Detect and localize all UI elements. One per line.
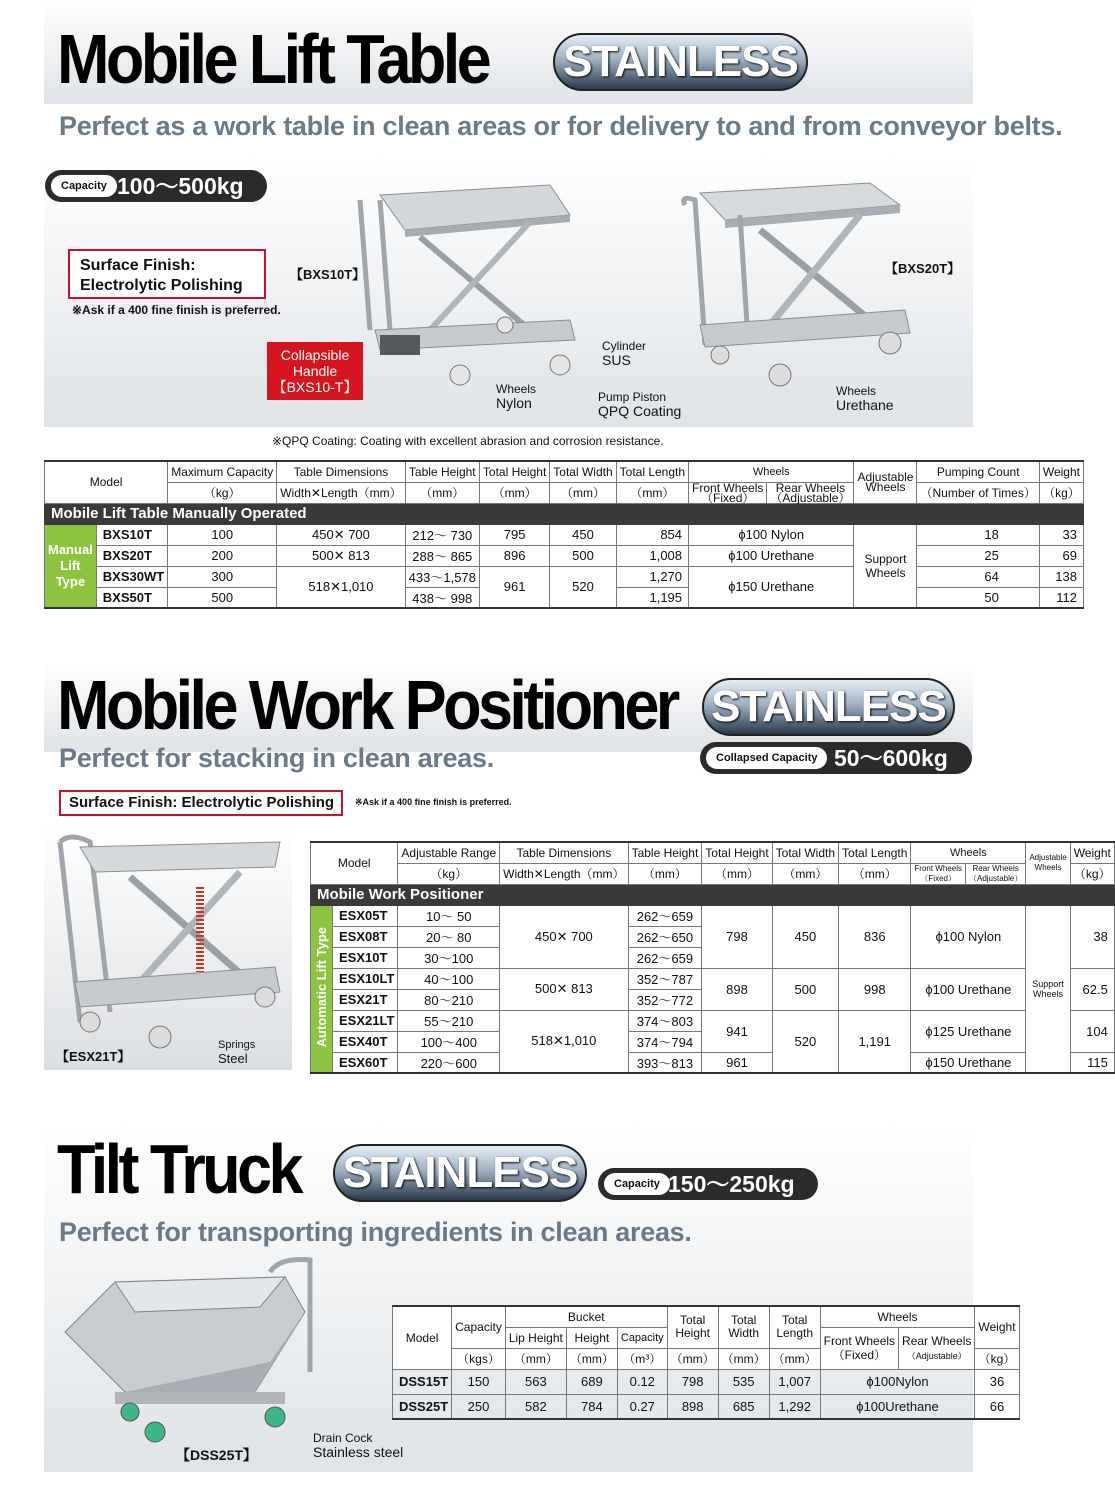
capacity-label: Capacity	[51, 175, 117, 197]
qpq-coating-note: ※QPQ Coating: Coating with excellent abrasion and corrosion resistance.	[272, 434, 664, 448]
collapsible-line2: Handle	[292, 363, 338, 379]
row-bcap: 0.12	[617, 1369, 667, 1394]
row-range: 10～ 50	[398, 905, 500, 926]
u-range: （kg）	[398, 863, 500, 884]
row-wheels: ϕ100 Nylon	[689, 524, 854, 545]
g3-tl: 1,191	[839, 1010, 911, 1073]
h-adj: Adjustable Wheels	[1026, 842, 1070, 884]
u-height: （mm）	[628, 863, 702, 884]
g2-tw: 500	[772, 968, 838, 1010]
row-tw: 520	[550, 566, 616, 608]
row-model: ESX40T	[333, 1031, 398, 1052]
g2-dims: 500✕ 813	[500, 968, 628, 1010]
u-dims: Width✕Length（mm）	[500, 863, 628, 884]
row-th: 798	[667, 1369, 718, 1394]
row-model: DSS25T	[393, 1394, 452, 1419]
g1-th: 798	[702, 905, 772, 968]
u-bcap: （m³）	[617, 1348, 667, 1369]
h-rear	[899, 1327, 975, 1369]
row-range: 20～ 80	[398, 926, 500, 947]
rear-label: Rear Wheels	[775, 480, 846, 495]
row-height: 262～659	[628, 947, 702, 968]
g3-tw: 520	[772, 1010, 838, 1073]
h-front	[820, 1327, 898, 1369]
h-model: Model	[45, 461, 168, 503]
h-dims: Table Dimensions	[277, 461, 405, 482]
h-front	[689, 482, 767, 503]
row-model: ESX10LT	[333, 968, 398, 989]
row-wheels: ϕ100Nylon	[820, 1369, 975, 1394]
g1-tl: 836	[839, 905, 911, 968]
u-total-w: （mm）	[772, 863, 838, 884]
u-total-l: （mm）	[839, 863, 911, 884]
row-tw: 685	[718, 1394, 769, 1419]
lift-title: Mobile Lift Table	[57, 20, 489, 98]
row-range: 100～400	[398, 1031, 500, 1052]
g3-wheels: ϕ125 Urethane	[911, 1010, 1026, 1052]
row-height: 393～813	[628, 1052, 702, 1073]
lift-spec-table	[44, 460, 1084, 609]
g3-dims: 518✕1,010	[500, 1010, 628, 1073]
row-dims: 518✕1,010	[277, 566, 405, 608]
row-range: 220～600	[398, 1052, 500, 1073]
table-row	[393, 1369, 1020, 1394]
g2-tl: 998	[839, 968, 911, 1010]
positioner-finish-box: Surface Finish: Electrolytic Polishing	[59, 790, 343, 816]
u-pump: （Number of Times）	[917, 482, 1039, 503]
cylinder-label: Cylinder	[602, 339, 647, 353]
u-height: （mm）	[405, 482, 479, 503]
drain-label: Drain Cock	[313, 1431, 373, 1445]
cylinder-value: SUS	[602, 352, 631, 368]
u-weight: （kg）	[975, 1348, 1019, 1369]
callout-wheels-urethane	[836, 384, 894, 412]
g4-weight: 115	[1070, 1052, 1114, 1073]
row-cap: 200	[168, 545, 277, 566]
g2-wheels: ϕ100 Urethane	[911, 968, 1026, 1010]
h-pump: Pumping Count	[917, 461, 1039, 482]
row-height: 352～787	[628, 968, 702, 989]
table-row	[45, 566, 1084, 587]
row-height: 262～650	[628, 926, 702, 947]
row-lip: 563	[505, 1369, 566, 1394]
lift-table-bxs10t-illustration	[350, 180, 580, 390]
g1-tw: 450	[772, 905, 838, 968]
h-height: Height	[566, 1327, 617, 1348]
positioner-spec-table	[310, 841, 1115, 1074]
row-wheels: ϕ100Urethane	[820, 1394, 975, 1419]
u-total-w: （mm）	[718, 1348, 769, 1369]
model-dss25t-label: 【DSS25T】	[176, 1447, 257, 1463]
callout-drain-cock	[313, 1431, 403, 1459]
front-label: Front Wheels	[914, 863, 962, 873]
row-th: 795	[479, 524, 549, 545]
finish-line1: Surface Finish:	[80, 257, 196, 274]
lift-stainless-badge: STAINLESS	[553, 33, 808, 91]
model-bxs10t-label: 【BXS10T】	[290, 267, 366, 282]
row-bcap: 0.27	[617, 1394, 667, 1419]
positioner-finish-note: ※Ask if a 400 fine finish is preferred.	[355, 797, 512, 807]
row-cap: 300	[168, 566, 277, 587]
row-tl: 1,007	[769, 1369, 820, 1394]
row-tl: 1,008	[616, 545, 688, 566]
h-model: Model	[311, 842, 398, 884]
row-range: 80～210	[398, 989, 500, 1010]
rear-label: Rear Wheels	[902, 1334, 972, 1348]
row-range: 40～100	[398, 968, 500, 989]
support-wheels: Support Wheels	[854, 524, 917, 608]
row-pump: 25	[917, 545, 1039, 566]
row-th: 961	[479, 566, 549, 608]
row-height: 288～ 865	[405, 545, 479, 566]
h-total-l: Total Length	[616, 461, 688, 482]
h-rear	[965, 863, 1025, 884]
h-total-w: Total Width	[772, 842, 838, 863]
row-tw: 450	[550, 524, 616, 545]
callout-wheels-nylon	[496, 382, 536, 410]
capacity-value: 50～600kg	[834, 745, 948, 771]
row-height: 784	[566, 1394, 617, 1419]
front-unit: （Fixed）	[701, 490, 755, 505]
rear-unit: （Adjustable）	[906, 1351, 967, 1361]
h-total-w: Total Width	[718, 1306, 769, 1348]
h-weight: Weight	[975, 1306, 1019, 1348]
automatic-lift-group	[311, 905, 333, 1073]
finish-line2: Electrolytic Polishing	[80, 277, 243, 294]
h-height: Table Height	[405, 461, 479, 482]
row-model: ESX21LT	[333, 1010, 398, 1031]
positioner-title: Mobile Work Positioner	[57, 666, 677, 744]
row-model: ESX60T	[333, 1052, 398, 1073]
u-total-h: （mm）	[667, 1348, 718, 1369]
rear-unit: （Adjustable）	[968, 873, 1023, 883]
u-weight: （kg）	[1039, 482, 1083, 503]
capacity-label: Capacity	[604, 1173, 670, 1195]
row-tw: 500	[550, 545, 616, 566]
row-model: BXS20T	[96, 545, 167, 566]
row-pump: 50	[917, 587, 1039, 608]
lift-finish-box	[68, 249, 266, 299]
front-label: Front Wheels	[823, 1334, 896, 1348]
g1-weight: 38	[1070, 905, 1114, 968]
u-dims: Width✕Length（mm）	[277, 482, 405, 503]
row-tl: 1,195	[616, 587, 688, 608]
model-bxs20t-label: 【BXS20T】	[885, 261, 961, 276]
h-range: Adjustable Range	[398, 842, 500, 863]
callout-springs	[218, 1038, 255, 1066]
table-row	[311, 905, 1115, 926]
table-row	[311, 968, 1115, 989]
row-model: BXS10T	[96, 524, 167, 545]
h-total-h: Total Height	[702, 842, 772, 863]
positioner-tagline: Perfect for stacking in clean areas.	[59, 743, 494, 773]
row-tl: 1,292	[769, 1394, 820, 1419]
wheels-b-label: Wheels	[836, 384, 877, 398]
row-th: 896	[479, 545, 549, 566]
row-cap: 500	[168, 587, 277, 608]
row-model: BXS50T	[96, 587, 167, 608]
u-total-w: （mm）	[550, 482, 616, 503]
h-height: Table Height	[628, 842, 702, 863]
h-max-cap: Maximum Capacity	[168, 461, 277, 482]
row-height: 689	[566, 1369, 617, 1394]
h-bucket: Bucket	[505, 1306, 667, 1327]
g1-wheels: ϕ100 Nylon	[911, 905, 1026, 968]
h-weight: Weight	[1070, 842, 1114, 863]
g3-th: 941	[702, 1010, 772, 1052]
front-unit: （Fixed）	[920, 873, 956, 883]
collapsible-line3: 【BXS10-T】	[272, 379, 358, 395]
h-total-h: Total Height	[479, 461, 549, 482]
tilt-capacity-badge	[598, 1168, 818, 1200]
positioner-esx21t-illustration	[50, 832, 290, 1062]
row-model: ESX10T	[333, 947, 398, 968]
manual-lift-group: Manual Lift Type	[45, 524, 97, 608]
positioner-stainless-badge: STAINLESS	[702, 678, 955, 736]
u-total-l: （mm）	[769, 1348, 820, 1369]
g3-weight: 104	[1070, 1010, 1114, 1052]
h-total-l: Total Length	[769, 1306, 820, 1348]
h-bcap: Capacity	[617, 1327, 667, 1348]
row-weight: 112	[1039, 587, 1083, 608]
rear-unit: （Adjustable）	[770, 490, 851, 505]
h-front	[911, 863, 966, 884]
row-height: 212～ 730	[405, 524, 479, 545]
table-row	[311, 1010, 1115, 1031]
h-wheels: Wheels	[911, 842, 1026, 863]
positioner-section-header: Mobile Work Positioner	[311, 884, 1115, 905]
row-weight: 69	[1039, 545, 1083, 566]
row-model: ESX21T	[333, 989, 398, 1010]
front-unit: （Fixed）	[832, 1348, 887, 1362]
h-cap: Capacity	[452, 1306, 506, 1348]
u-total-h: （mm）	[702, 863, 772, 884]
row-weight: 66	[975, 1394, 1019, 1419]
piston-value: QPQ Coating	[598, 403, 682, 419]
row-height: 352～772	[628, 989, 702, 1010]
g2-th: 898	[702, 968, 772, 1010]
h-wheels: Wheels	[689, 461, 854, 482]
u-total-l: （mm）	[616, 482, 688, 503]
capacity-value: 100～500kg	[117, 173, 244, 199]
h-dims: Table Dimensions	[500, 842, 628, 863]
row-range: 30～100	[398, 947, 500, 968]
row-weight: 36	[975, 1369, 1019, 1394]
u-max-cap: （kg）	[168, 482, 277, 503]
u-total-h: （mm）	[479, 482, 549, 503]
g2-weight: 62.5	[1070, 968, 1114, 1010]
row-wheels: ϕ150 Urethane	[689, 566, 854, 608]
g4-wheels: ϕ150 Urethane	[911, 1052, 1026, 1073]
lift-capacity-badge	[45, 170, 267, 202]
row-height: 374～794	[628, 1031, 702, 1052]
h-total-h: Total Height	[667, 1306, 718, 1348]
u-height: （mm）	[566, 1348, 617, 1369]
h-adj: Adjustable Wheels	[854, 461, 917, 503]
row-cap: 100	[168, 524, 277, 545]
h-wheels: Wheels	[820, 1306, 975, 1327]
row-model: BXS30WT	[96, 566, 167, 587]
row-cap: 250	[452, 1394, 506, 1419]
u-cap: （kgs）	[452, 1348, 506, 1369]
table-row	[311, 1052, 1115, 1073]
model-esx21t-label: 【ESX21T】	[56, 1049, 131, 1064]
table-row	[45, 545, 1084, 566]
g4-th: 961	[702, 1052, 772, 1073]
tilt-stainless-badge: STAINLESS	[333, 1144, 587, 1202]
row-pump: 18	[917, 524, 1039, 545]
row-height: 262～659	[628, 905, 702, 926]
callout-pump-piston	[598, 390, 681, 418]
lift-tagline: Perfect as a work table in clean areas or for delivery to and from conveyor belts.	[59, 111, 1063, 141]
u-weight: （kg）	[1070, 863, 1114, 884]
row-height: 438～ 998	[405, 587, 479, 608]
collapsible-line1: Collapsible	[280, 347, 350, 363]
row-wheels: ϕ100 Urethane	[689, 545, 854, 566]
h-rear	[767, 482, 854, 503]
lift-table-bxs20t-illustration	[680, 175, 920, 390]
h-total-w: Total Width	[550, 461, 616, 482]
tilt-tagline: Perfect for transporting ingredients in clean areas.	[59, 1217, 692, 1247]
row-model: DSS15T	[393, 1369, 452, 1394]
group-label: Automatic Lift Type	[314, 927, 329, 1048]
wheels-b-value: Urethane	[836, 397, 894, 413]
row-weight: 33	[1039, 524, 1083, 545]
capacity-value: 150～250kg	[668, 1171, 795, 1197]
row-model: ESX05T	[333, 905, 398, 926]
springs-label: Springs	[218, 1039, 256, 1051]
capacity-label: Collapsed Capacity	[706, 747, 827, 769]
front-label: Front Wheels	[692, 480, 764, 495]
rear-label: Rear Wheels	[972, 863, 1019, 873]
row-th: 898	[667, 1394, 718, 1419]
drain-value: Stainless steel	[313, 1444, 404, 1460]
row-dims: 450✕ 700	[277, 524, 405, 545]
table-row	[393, 1394, 1020, 1419]
support-wheels: Support Wheels	[1026, 905, 1070, 1073]
tilt-spec-table	[392, 1305, 1020, 1420]
row-tw: 535	[718, 1369, 769, 1394]
collapsible-handle-box	[267, 342, 363, 400]
row-dims: 500✕ 813	[277, 545, 405, 566]
row-pump: 64	[917, 566, 1039, 587]
lift-finish-note: ※Ask if a 400 fine finish is preferred.	[72, 303, 281, 317]
springs-value: Steel	[218, 1051, 248, 1066]
row-height: 374～803	[628, 1010, 702, 1031]
row-height: 433～1,578	[405, 566, 479, 587]
h-total-l: Total Length	[839, 842, 911, 863]
tilt-truck-illustration	[55, 1252, 325, 1452]
row-lip: 582	[505, 1394, 566, 1419]
table-row	[45, 524, 1084, 545]
row-tl: 1,270	[616, 566, 688, 587]
positioner-capacity-badge	[700, 742, 972, 774]
row-tl: 854	[616, 524, 688, 545]
u-lip: （mm）	[505, 1348, 566, 1369]
h-lip: Lip Height	[505, 1327, 566, 1348]
piston-label: Pump Piston	[598, 390, 667, 404]
wheels-label: Wheels	[496, 382, 537, 396]
tilt-title: Tilt Truck	[57, 1130, 300, 1208]
row-range: 55～210	[398, 1010, 500, 1031]
callout-cylinder	[602, 339, 646, 367]
h-weight: Weight	[1039, 461, 1083, 482]
h-model: Model	[393, 1306, 452, 1369]
wheels-value: Nylon	[496, 395, 532, 411]
row-weight: 138	[1039, 566, 1083, 587]
g1-dims: 450✕ 700	[500, 905, 628, 968]
lift-section-header: Mobile Lift Table Manually Operated	[45, 503, 1084, 524]
row-cap: 150	[452, 1369, 506, 1394]
row-model: ESX08T	[333, 926, 398, 947]
